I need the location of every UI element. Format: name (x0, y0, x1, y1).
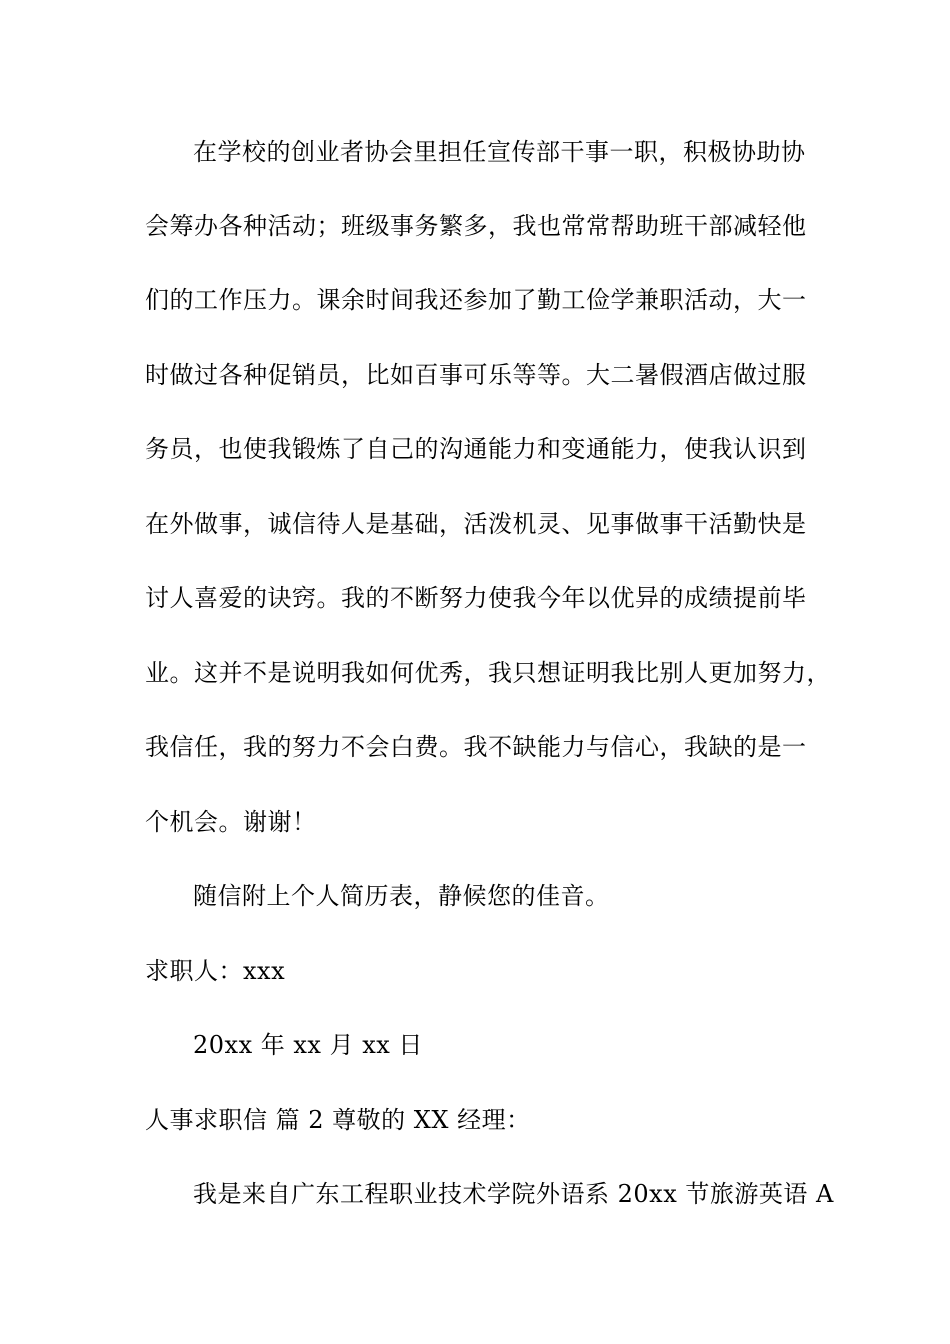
paragraph-line: 时做过各种促销员，比如百事可乐等等。大二暑假酒店做过服 (145, 361, 807, 389)
paragraph-line: 在学校的创业者协会里担任宣传部干事一职，积极协助协 (193, 138, 806, 166)
paragraph-line: 会筹办各种活动；班级事务繁多，我也常常帮助班干部减轻他 (145, 212, 807, 240)
paragraph-line: 我是来自广东工程职业技术学院外语系 20xx 节旅游英语 A (193, 1180, 834, 1208)
paragraph-line: 在外做事，诚信待人是基础，活泼机灵、见事做事干活勤快是 (145, 510, 807, 538)
paragraph-line: 讨人喜爱的诀窍。我的不断努力使我今年以优异的成绩提前毕 (145, 584, 807, 612)
paragraph-line: 我信任，我的努力不会白费。我不缺能力与信心，我缺的是一 (145, 733, 807, 761)
applicant-signature: 求职人：xxx (145, 957, 286, 985)
section-heading: 人事求职信 篇 2 尊敬的 XX 经理： (145, 1106, 531, 1134)
paragraph-line: 们的工作压力。课余时间我还参加了勤工俭学兼职活动，大一 (145, 286, 807, 314)
letter-date: 20xx 年 xx 月 xx 日 (193, 1031, 423, 1059)
paragraph-line: 业。这并不是说明我如何优秀，我只想证明我比别人更加努力， (145, 659, 831, 687)
paragraph-line: 务员，也使我锻炼了自己的沟通能力和变通能力，使我认识到 (145, 435, 807, 463)
attachment-note: 随信附上个人简历表，静候您的佳音。 (193, 882, 610, 910)
paragraph-line: 个机会。谢谢！ (145, 808, 317, 836)
